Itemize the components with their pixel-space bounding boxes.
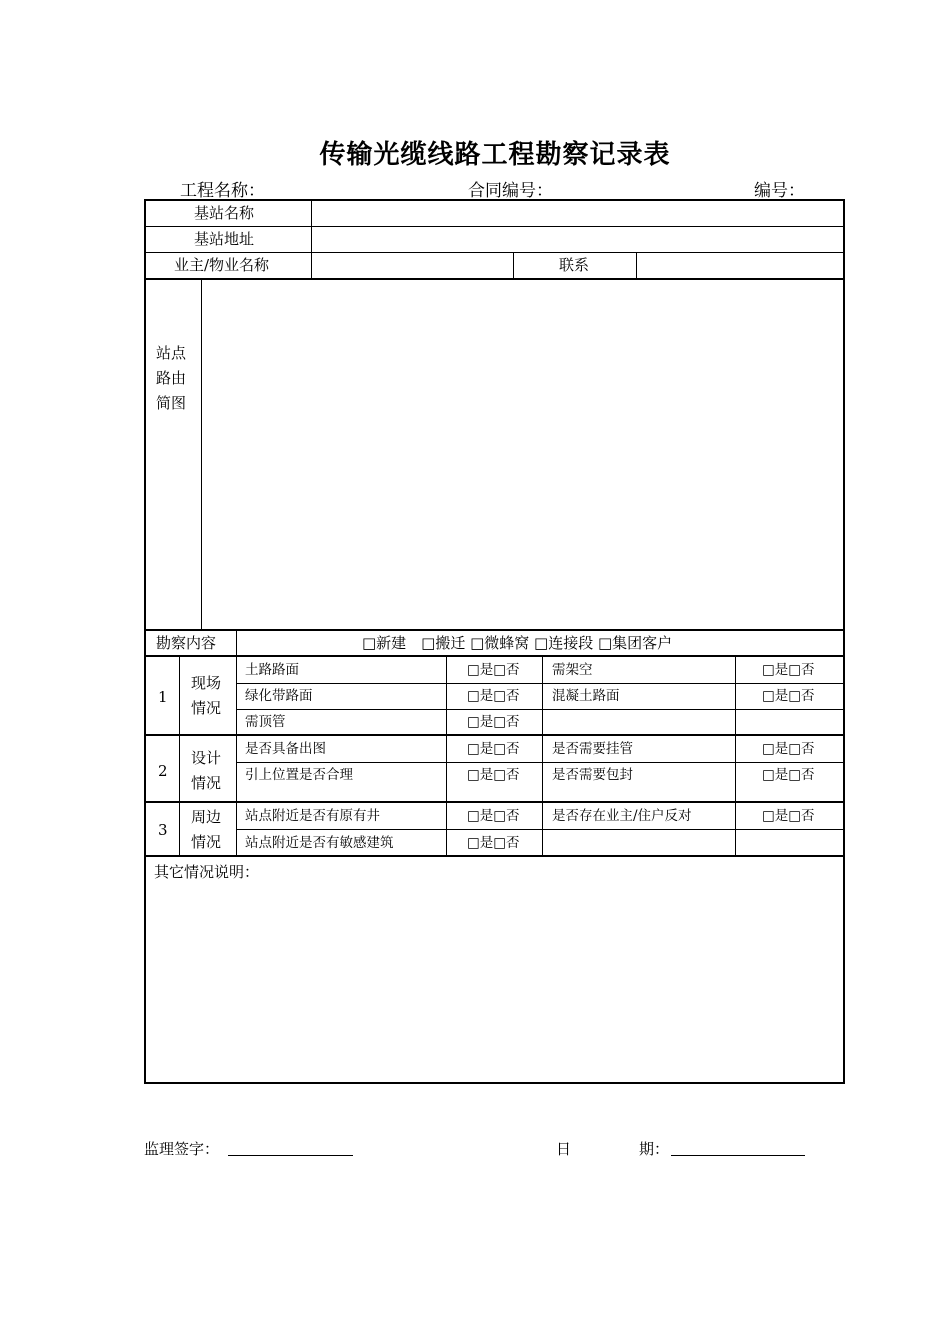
item-label: 是否存在业主/住户反对	[552, 808, 692, 824]
row-divider	[146, 252, 843, 253]
col-divider	[311, 201, 312, 278]
col-divider	[513, 253, 514, 278]
yes-no-checkbox[interactable]: □是□否	[467, 688, 520, 704]
section-title: 现场 情况	[191, 674, 222, 717]
row-divider	[146, 226, 843, 227]
section-number: 3	[158, 821, 168, 839]
yes-no-checkbox[interactable]: □是□否	[467, 662, 520, 678]
date-line[interactable]	[671, 1155, 805, 1156]
row-divider	[146, 629, 843, 631]
yes-no-checkbox[interactable]: □是□否	[467, 741, 520, 757]
section-title: 周边 情况	[191, 808, 222, 851]
owner-label: 业主/物业名称	[174, 256, 270, 274]
yes-no-checkbox[interactable]: □是□否	[467, 808, 520, 824]
yes-no-checkbox[interactable]: □是□否	[467, 714, 520, 730]
col-divider	[735, 657, 736, 855]
item-label: 是否需要包封	[552, 767, 633, 783]
station-name-label: 基站名称	[194, 204, 255, 222]
contract-no-label: 合同编号：	[468, 181, 553, 201]
row-divider	[236, 683, 843, 684]
route-map-label: 站点 路由 简图	[156, 344, 187, 412]
row-divider	[146, 278, 843, 280]
yes-no-checkbox[interactable]: □是□否	[762, 741, 815, 757]
survey-options: □新建 □搬迁 □微蜂窝 □连接段 □集团客户	[362, 634, 673, 652]
col-divider	[636, 253, 637, 278]
item-label: 引上位置是否合理	[245, 767, 353, 783]
col-divider	[542, 657, 543, 855]
row-divider	[146, 801, 843, 803]
item-label: 绿化带路面	[245, 688, 313, 704]
survey-form	[144, 199, 845, 1084]
page-title: 传输光缆线路工程勘察记录表	[319, 140, 671, 170]
item-label: 混凝土路面	[552, 688, 620, 704]
row-divider	[146, 855, 843, 857]
row-divider	[236, 762, 843, 763]
date-label-a: 日	[556, 1140, 572, 1158]
item-label: 站点附近是否有敏感建筑	[245, 835, 394, 851]
item-label: 需架空	[552, 662, 593, 678]
col-divider	[236, 629, 237, 855]
row-divider	[146, 734, 843, 736]
col-divider	[446, 657, 447, 855]
station-address-label: 基站地址	[194, 230, 255, 248]
serial-no-label: 编号：	[754, 181, 805, 201]
survey-label: 勘察内容	[156, 634, 217, 652]
row-divider	[236, 829, 843, 830]
supervisor-signature-label: 监理签字：	[144, 1140, 220, 1158]
yes-no-checkbox[interactable]: □是□否	[762, 767, 815, 783]
item-label: 是否需要挂管	[552, 741, 633, 757]
item-label: 土路路面	[245, 662, 299, 678]
contact-label: 联系	[559, 256, 590, 274]
supervisor-signature-line[interactable]	[228, 1155, 353, 1156]
project-name-label: 工程名称：	[180, 181, 265, 201]
yes-no-checkbox[interactable]: □是□否	[467, 835, 520, 851]
item-label: 站点附近是否有原有井	[245, 808, 380, 824]
section-title: 设计 情况	[191, 749, 222, 792]
yes-no-checkbox[interactable]: □是□否	[762, 662, 815, 678]
yes-no-checkbox[interactable]: □是□否	[467, 767, 520, 783]
row-divider	[236, 709, 843, 710]
yes-no-checkbox[interactable]: □是□否	[762, 688, 815, 704]
col-divider	[179, 657, 180, 855]
row-divider	[146, 655, 843, 657]
section-number: 2	[158, 762, 168, 780]
item-label: 是否具备出图	[245, 741, 326, 757]
item-label: 需顶管	[245, 714, 286, 730]
other-notes-label: 其它情况说明：	[154, 863, 260, 881]
col-divider	[201, 280, 202, 629]
section-number: 1	[158, 688, 168, 706]
yes-no-checkbox[interactable]: □是□否	[762, 808, 815, 824]
date-label-b: 期：	[639, 1140, 670, 1158]
